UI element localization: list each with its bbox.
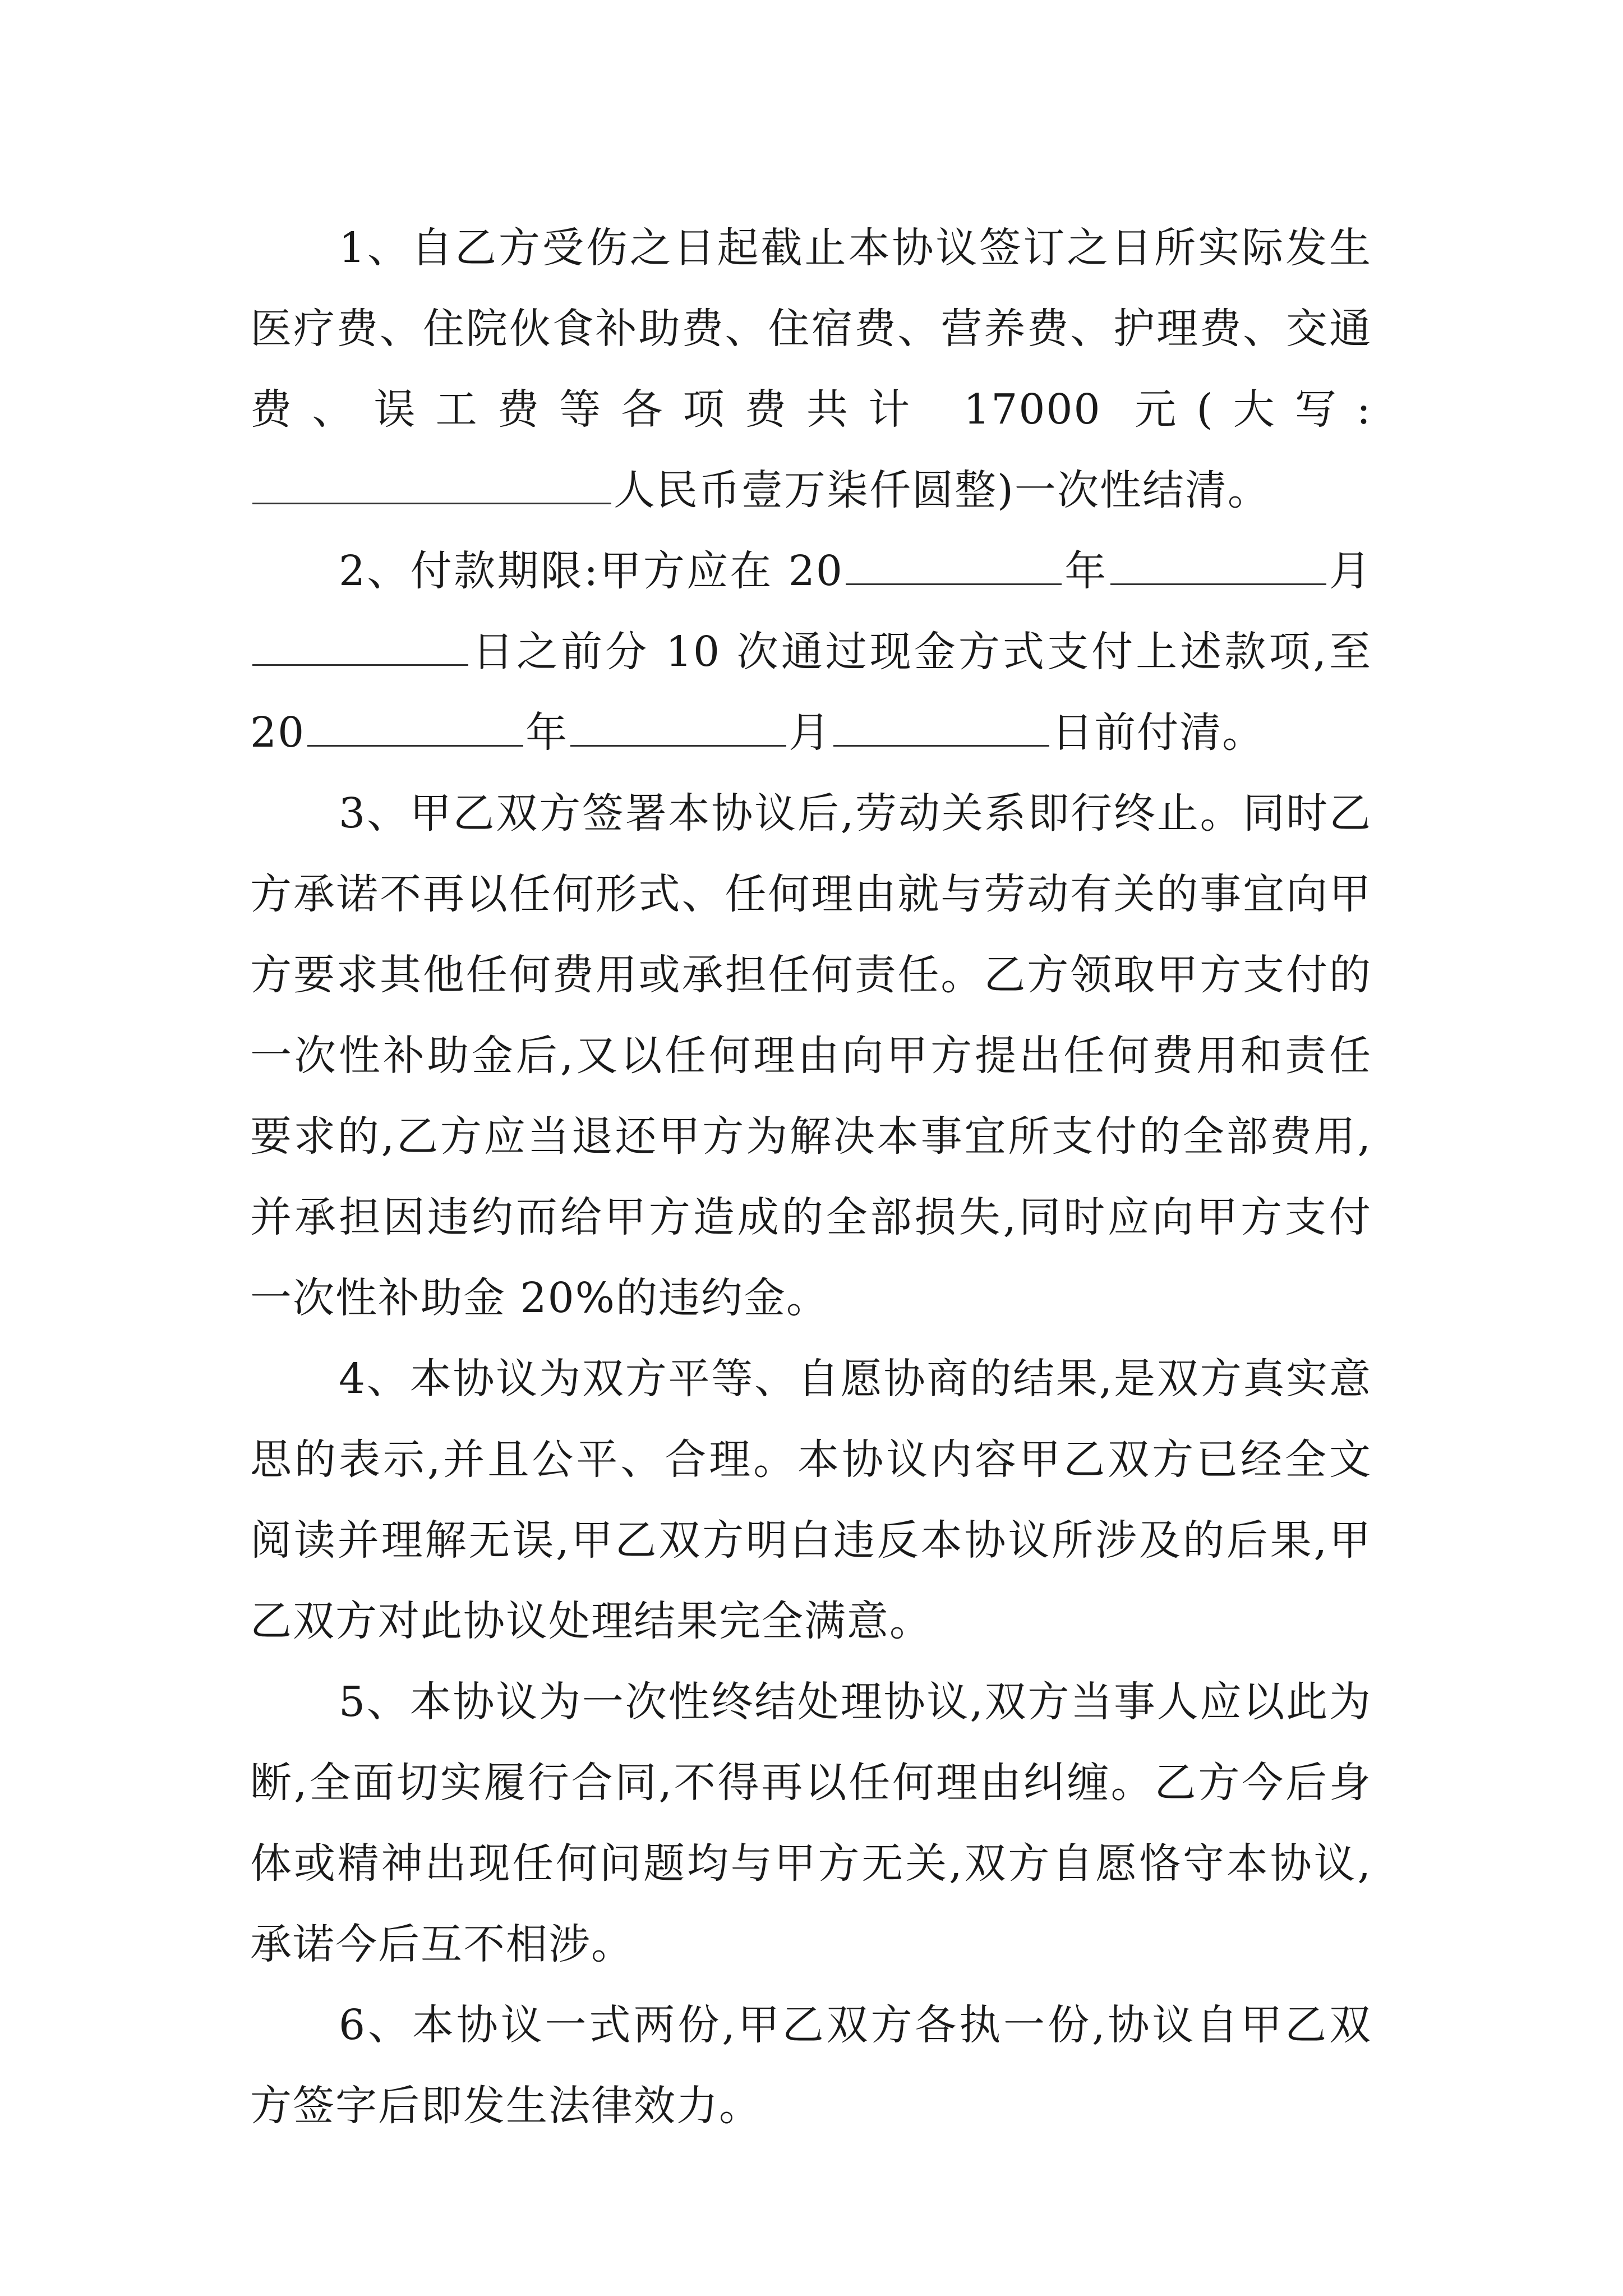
clause-1-text: 1、自乙方受伤之日起截止本协议签订之日所实际发生医疗费、住院伙食补助费、住宿费、营养费、护理费、交通费、误工费等各项费共计 17000 元(大写: [250, 224, 1372, 434]
month-label-2: 月 [789, 708, 832, 757]
start-day-blank [252, 625, 468, 666]
end-year-prefix: 20 [250, 708, 306, 757]
clause-1 [250, 208, 1372, 531]
clause-6-text: 6、本协议一式两份,甲乙双方各执一份,协议自甲乙双方签字后即发生法律效力。 [250, 2001, 1372, 2130]
year-label: 年 [1063, 547, 1108, 595]
clause-5-text: 5、本协议为一次性终结处理协议,双方当事人应以此为断,全面切实履行合同,不得再以任何理由纠缠。乙方今后身体或精神出现任何问题均与甲方无关,双方自愿恪守本协议,承诺今后互不相涉。 [250, 1678, 1372, 1968]
clause-2-tail: 日前付清。 [1052, 708, 1265, 757]
clause-2 [250, 531, 1372, 773]
start-month-blank [1110, 544, 1326, 585]
clause-2-middle: 日之前分 10 次通过现金方式支付上述款项,至 [471, 628, 1372, 676]
clause-3-text: 3、甲乙双方签署本协议后,劳动关系即行终止。同时乙方承诺不再以任何形式、任何理由就与劳动有关的事宜向甲方要求其他任何费用或承担任何责任。乙方领取甲方支付的一次性补助金后,又以任何理由向甲方提出任何费用和责任要求的,乙方应当退还甲方为解决本事宜所支付的全部费用,并承担因违约而给甲方造成的全部损失,同时应向甲方支付一次性补助金 20%的违约金。 [250, 789, 1372, 1322]
clause-4-text: 4、本协议为双方平等、自愿协商的结果,是双方真实意思的表示,并且公平、合理。本协议内容甲乙双方已经全文阅读并理解无误,甲乙双方明白违反本协议所涉及的后果,甲乙双方对此协议处理结果完全满意。 [250, 1355, 1372, 1645]
end-month-blank [570, 706, 786, 747]
clause-6 [250, 1985, 1372, 2146]
month-label: 月 [1328, 547, 1372, 595]
amount-in-words-blank [252, 463, 611, 504]
end-day-blank [833, 706, 1049, 747]
clause-5 [250, 1662, 1372, 1985]
agreement-body [250, 208, 1372, 2146]
end-year-blank [307, 706, 523, 747]
start-year-blank [846, 544, 1062, 585]
clause-1-tail: 人民币壹万柒仟圆整)一次性结清。 [614, 466, 1270, 514]
clause-3 [250, 773, 1372, 1338]
clause-2-intro: 2、付款期限:甲方应在 20 [339, 547, 843, 595]
clause-4 [250, 1338, 1372, 1662]
year-label-2: 年 [525, 708, 569, 757]
